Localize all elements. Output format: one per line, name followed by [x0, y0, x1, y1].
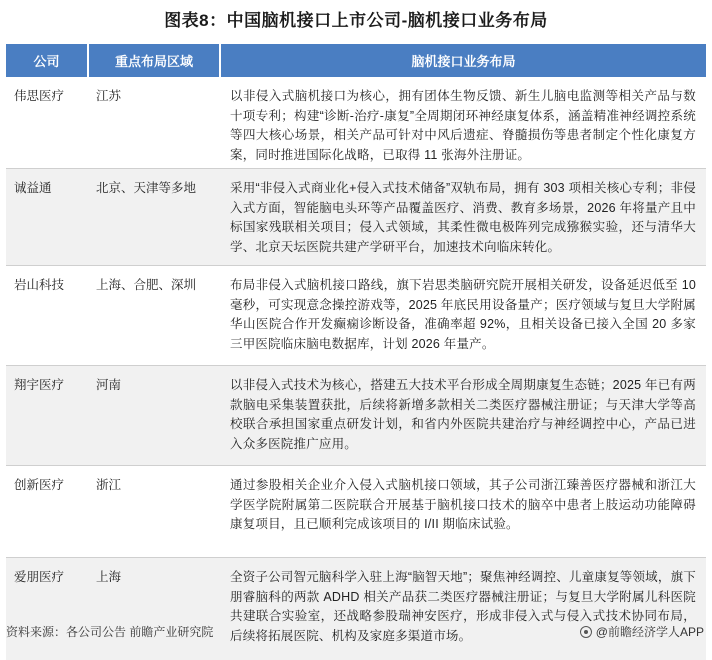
table-body	[6, 77, 706, 660]
region-cell	[88, 266, 220, 366]
region-cell	[88, 169, 220, 266]
company-cell	[6, 558, 88, 660]
table-header-row	[6, 44, 706, 77]
business-text: 通过参股相关企业介入侵入式脑机接口领域，其子公司浙江臻善医疗器械和浙江大学医学院附属第二医院联合开展基于脑机接口技术的脑卒中患者上肢运动功能障碍康复项目，且已顺利完成该项目的 I/II 期临床试验。	[230, 476, 696, 535]
region-text: 江苏	[96, 77, 214, 107]
brand-footer	[580, 623, 704, 640]
region-cell	[88, 77, 220, 169]
table-header	[6, 44, 706, 77]
region-cell	[88, 558, 220, 660]
table-row	[6, 266, 706, 366]
table-row	[6, 366, 706, 466]
region-text: 上海、合肥、深圳	[96, 276, 214, 296]
business-cell	[220, 169, 706, 266]
business-cell	[220, 558, 706, 660]
company-name: 伟思医疗	[14, 77, 82, 107]
company-cell	[6, 466, 88, 558]
company-name: 创新医疗	[14, 476, 82, 496]
company-name: 岩山科技	[14, 276, 82, 296]
region-cell	[88, 466, 220, 558]
company-cell	[6, 169, 88, 266]
brand-text: @前瞻经济学人APP	[596, 623, 704, 640]
brand-logo-icon	[580, 626, 592, 638]
table-row	[6, 466, 706, 558]
business-text: 以非侵入式脑机接口为核心，拥有团体生物反馈、新生儿脑电监测等相关产品与数十项专利；构建“诊断-治疗-康复”全周期闭环神经康复体系，涵盖精准神经调控系统等四大核心场景，相关产品可针对中风后遗症、脊髓损伤等患者制定个性化康复方案，同时推进国际化战略，已取得 11 张海外注册证。	[230, 77, 696, 165]
company-cell	[6, 366, 88, 466]
company-name: 爱朋医疗	[14, 568, 82, 588]
company-name: 诚益通	[14, 179, 82, 199]
business-text: 全资子公司智元脑科学入驻上海“脑智天地”；聚焦神经调控、儿童康复等领域，旗下朋睿脑科的两款 ADHD 相关产品获二类医疗器械注册证；与复旦大学附属儿科医院共建联合实验室，还战略参股瑞神安医疗，形成非侵入式与侵入式技术协同布局，后续将拓展医院、机构及家庭多渠道市场。	[230, 568, 696, 646]
table-row	[6, 558, 706, 660]
business-cell	[220, 77, 706, 169]
company-cell	[6, 266, 88, 366]
business-cell	[220, 266, 706, 366]
company-name: 翔宇医疗	[14, 376, 82, 396]
business-layout-table-container	[6, 44, 706, 660]
column-header-company: 公司	[6, 44, 88, 77]
business-layout-table	[6, 44, 706, 660]
region-text: 北京、天津等多地	[96, 179, 214, 199]
column-header-region: 重点布局区域	[88, 44, 220, 77]
table-row	[6, 77, 706, 169]
business-cell	[220, 366, 706, 466]
page-title: 图表8：中国脑机接口上市公司-脑机接口业务布局	[0, 6, 712, 31]
table-row	[6, 169, 706, 266]
column-header-business: 脑机接口业务布局	[220, 44, 706, 77]
company-cell	[6, 77, 88, 169]
region-cell	[88, 366, 220, 466]
region-text: 上海	[96, 568, 214, 588]
region-text: 浙江	[96, 476, 214, 496]
region-text: 河南	[96, 376, 214, 396]
business-text: 采用“非侵入式商业化+侵入式技术储备”双轨布局，拥有 303 项相关核心专利；非侵入式方面，智能脑电头环等产品覆盖医疗、消费、教育多场景，2026 年将量产且中标国家残联相关项目；侵入式领域，其柔性微电极阵列完成猕猴实验，还与清华大学、北京天坛医院共建产学研平台，加速技术向临床转化。	[230, 179, 696, 257]
source-note: 资料来源：各公司公告 前瞻产业研究院	[6, 623, 213, 640]
business-text: 以非侵入式技术为核心，搭建五大技术平台形成全周期康复生态链；2025 年已有两款脑电采集装置获批，后续将新增多款相关二类医疗器械注册证；与天津大学等高校联合承担国家重点研发计划，和省内外医院共建治疗与神经调控中心，产品已进入众多医院推广应用。	[230, 376, 696, 454]
business-cell	[220, 466, 706, 558]
business-text: 布局非侵入式脑机接口路线，旗下岩思类脑研究院开展相关研发，设备延迟低至 10 毫秒，可实现意念操控游戏等，2025 年底民用设备量产；医疗领域与复旦大学附属华山医院合作开发癫痫诊断设备，准确率超 92%，且相关设备已接入全国 20 多家三甲医院临床脑电数据库，计划 2026 年量产。	[230, 276, 696, 354]
